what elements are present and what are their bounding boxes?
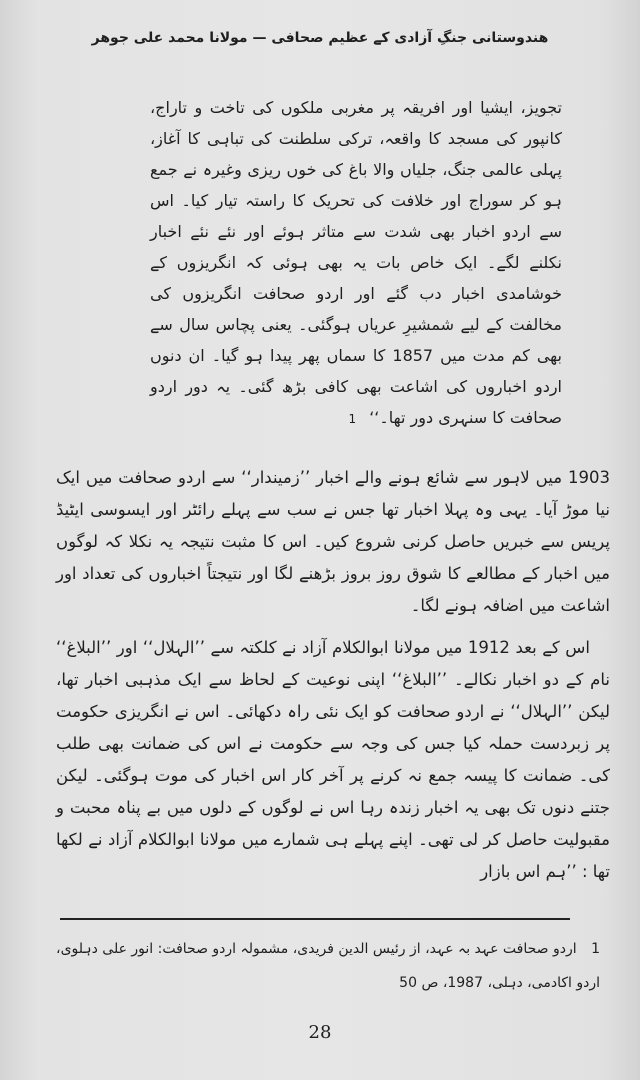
footnote-divider — [60, 918, 570, 920]
body-text — [56, 462, 610, 898]
footnote — [56, 932, 600, 1000]
page-number: 28 — [308, 1022, 332, 1043]
running-head: ھندوستانی جنگِ آزادی کے عظیم صحافی — مولانا محمد علی جوھر — [91, 30, 549, 46]
footnote-mark: 1 — [591, 941, 600, 957]
block-quote-text: تجویز، ایشیا اور افریقہ پر مغربی ملکوں کی تاخت و تاراج، کانپور کی مسجد کا واقعہ، ترکی سلطنت کی تباہی کا آغاز، پہلی عالمی جنگ، جلیاں والا باغ کی خوں ریزی وغیرہ نے جمع ہو کر سوراج اور خلافت کی تحریک کا راستہ تیار کیا۔ اس سے اردو اخبار بھی شدت سے متاثر ہوئے اور نئے نئے اخبار نکلنے لگے۔ ایک خاص بات یہ بھی ہوئی کہ انگریزوں کے خوشامدی اخبار دب گئے اور اردو صحافت انگریزوں کی مخالفت کے لیے شمشیرِ عریاں ہوگئی۔ یعنی پچاس سال سے بھی کم مدت میں 1857 کا سماں پھر پیدا ہو گیا۔ ان دنوں اردو اخباروں کی اشاعت بھی کافی بڑھ گئی۔ یہ دور اردو صحافت کا سنہری دور تھا۔‘‘ — [150, 98, 562, 427]
footnote-text: اردو صحافت عہد بہ عہد، از رئیس الدین فریدی، مشمولہ اردو صحافت: انور علی دہلوی، اردو اکادمی، دہلی، 1987، ص 50 — [56, 941, 600, 991]
paragraph-zamindar: 1903 میں لاہور سے شائع ہونے والے اخبار ’’زمیندار‘‘ سے اردو صحافت میں ایک نیا موڑ آیا۔ یہی وہ پہلا اخبار تھا جس نے سب سے پہلے رائٹر اور ایسوسی ایٹیڈ پریس سے خبریں حاصل کرنی شروع کیں۔ اس کا مثبت نتیجہ یہ نکلا کہ لوگوں میں اخبار کے مطالعے کا شوق روز بروز بڑھنے لگا اور نتیجتاً اخباروں کی تعداد اور اشاعت میں اضافہ ہونے لگا۔ — [56, 468, 610, 615]
footnote-reference: 1 — [348, 412, 357, 426]
block-quote — [150, 92, 562, 435]
paragraph-alhilal: اس کے بعد 1912 میں مولانا ابوالکلام آزاد نے کلکتہ سے ’’الہلال‘‘ اور ’’البلاغ‘‘ نام کے دو اخبار نکالے۔ ’’البلاغ‘‘ اپنی نوعیت کے لحاظ سے ایک مذہبی اخبار تھا، لیکن ’’الہلال‘‘ نے اردو صحافت کو ایک نئی راہ دکھائی۔ اس نے انگریزی حکومت پر زبردست حملہ کیا جس کی وجہ سے حکومت نے اس کی ضمانت بھی طلب کی۔ ضمانت کا پیسہ جمع نہ کرنے پر آخر کار اس اخبار کی موت ہوگئی۔ لیکن جتنے دنوں تک بھی یہ اخبار زندہ رہا اس نے لوگوں کے دلوں میں بے پناہ محبت و مقبولیت حاصل کر لی تھی۔ اپنے پہلے ہی شمارے میں مولانا ابوالکلام آزاد نے لکھا تھا : ’’ہم اس بازار — [56, 638, 610, 881]
